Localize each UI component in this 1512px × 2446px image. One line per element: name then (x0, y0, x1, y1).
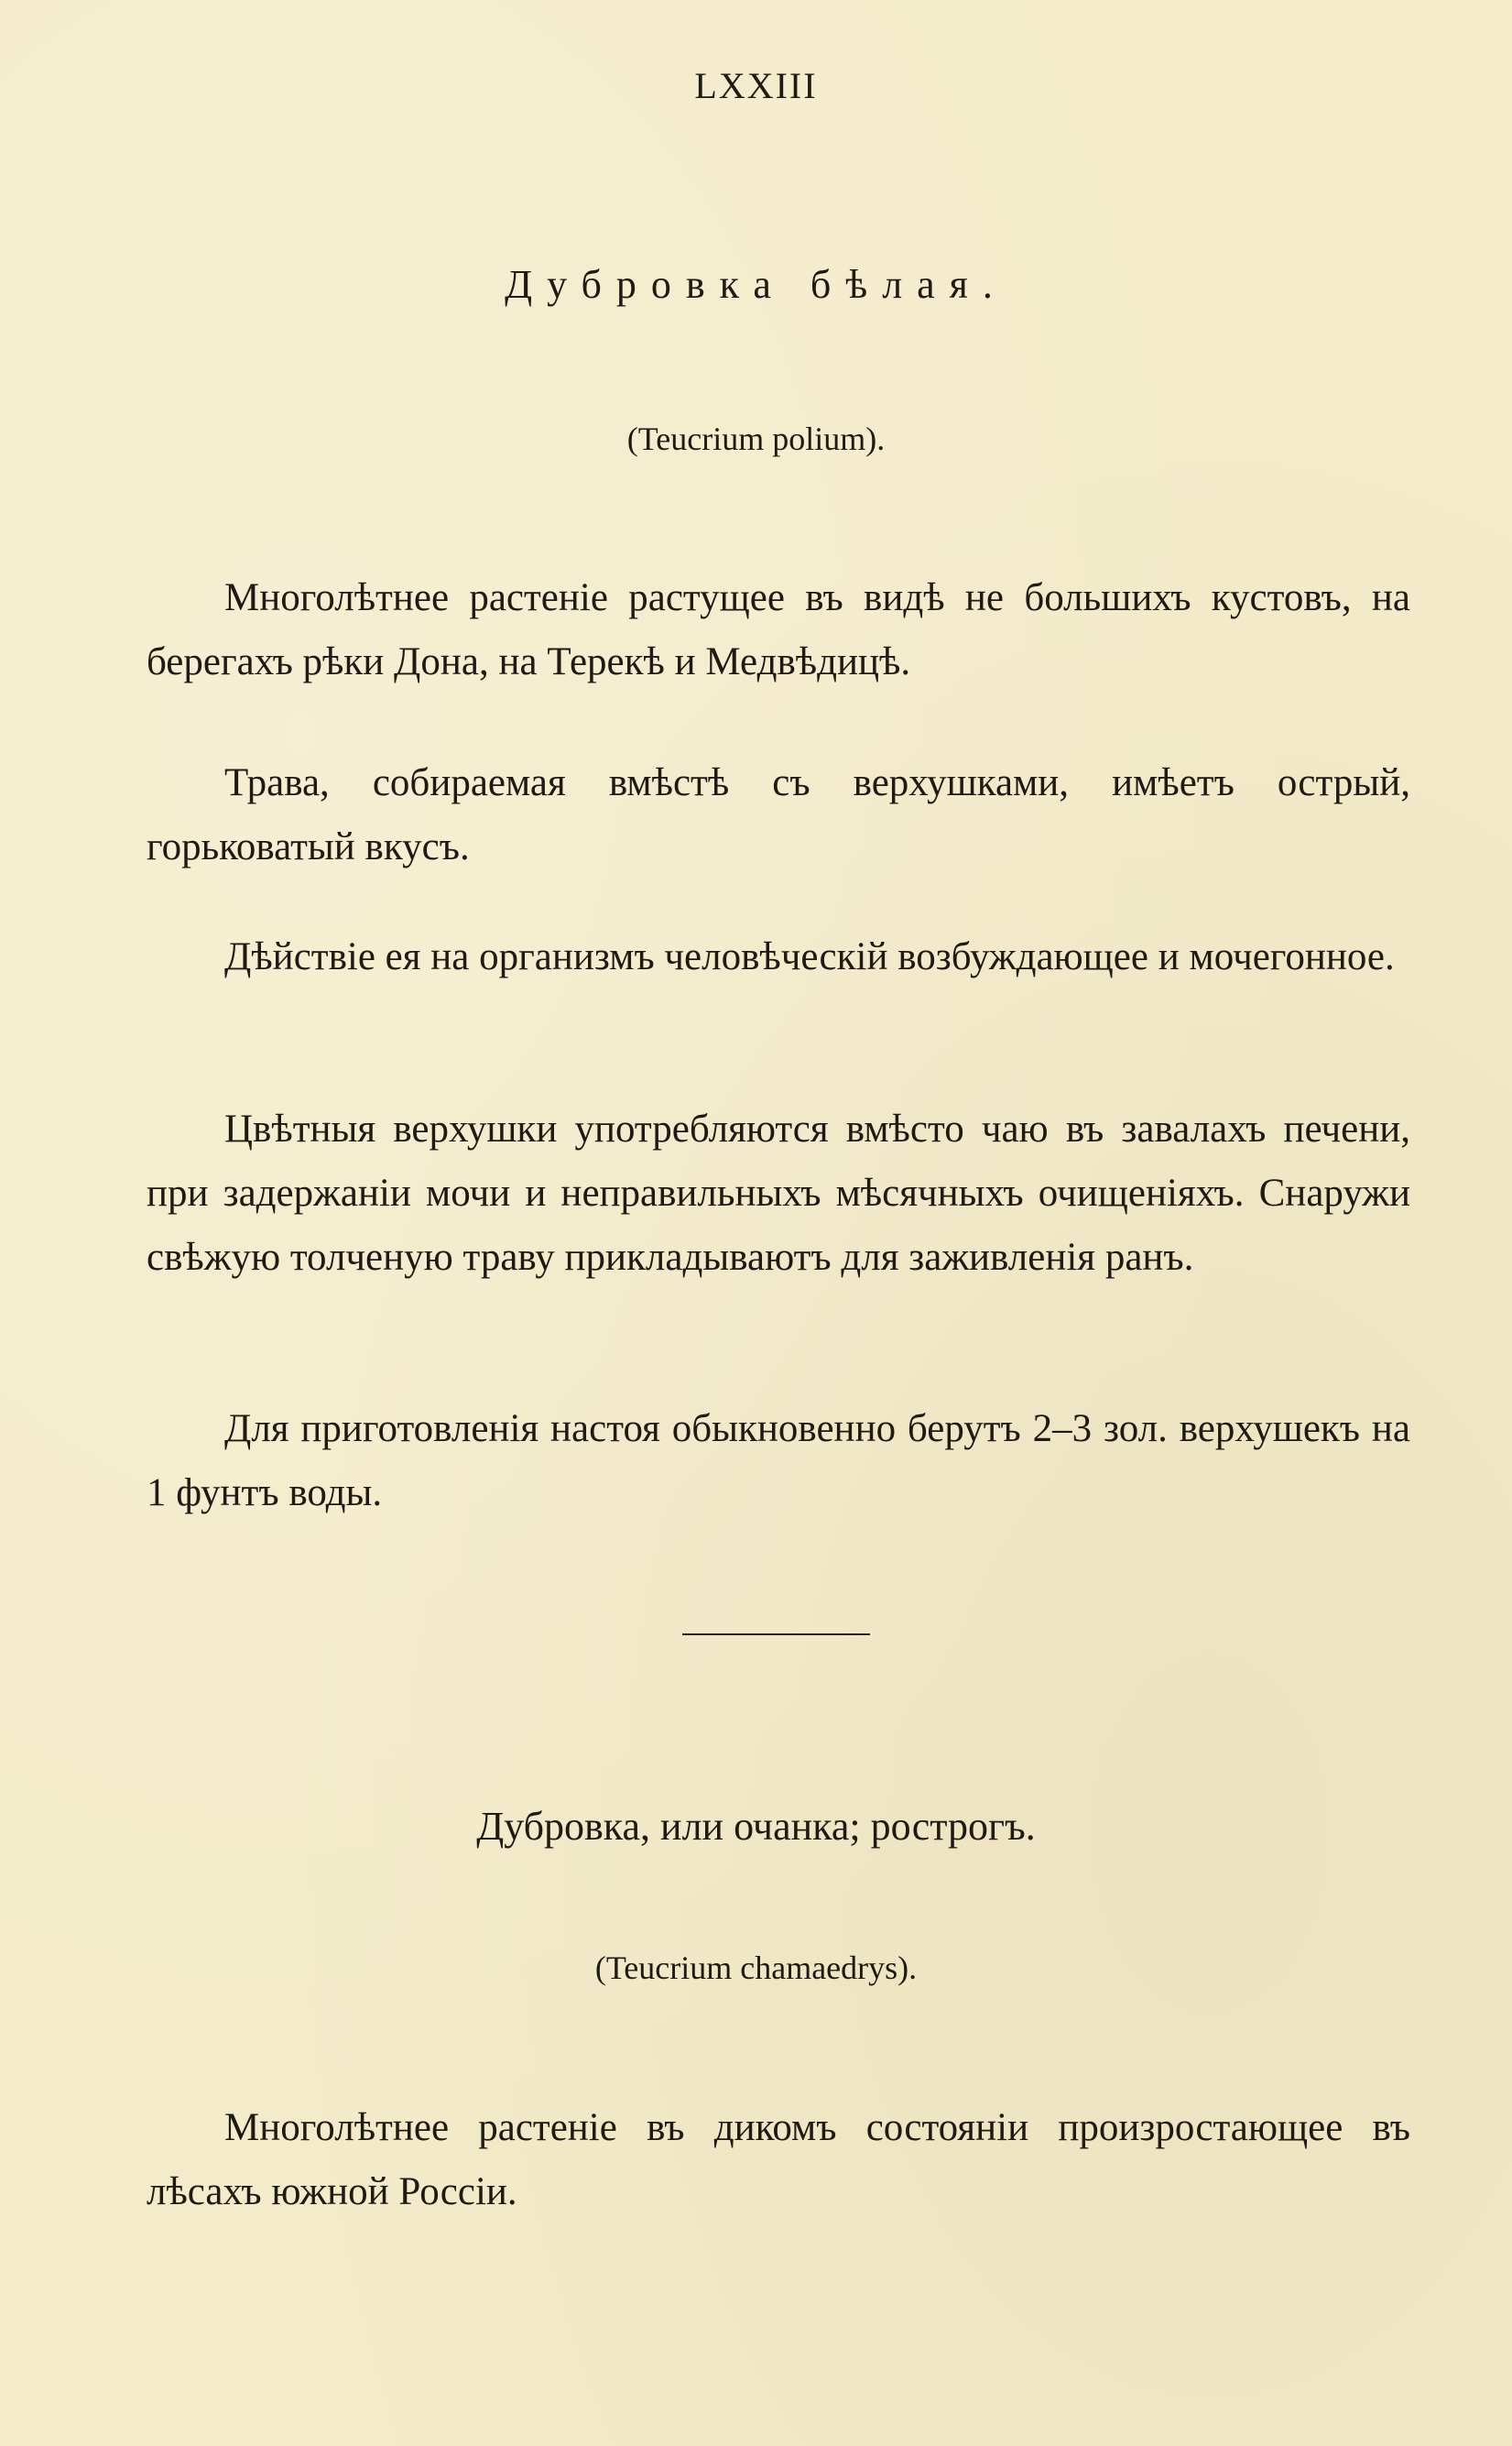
latin-name-teucrium-polium: (Teucrium polium). (626, 420, 886, 457)
paragraph-usage: Цвѣтныя верхушки употребляются вмѣсто чаю въ завалахъ печени, при задержанiи мочи и неправильныхъ мѣсячныхъ очищенiяхъ. Снаружи свѣжую толченую траву прикладываютъ для заживленiя ранъ. (147, 1108, 1410, 1279)
paragraph-description: Многолѣтнее растенiе растущее въ видѣ не большихъ кустовъ, на берегахъ рѣки Дона, на Терекѣ и Медвѣдицѣ. (147, 576, 1410, 683)
latin-name-teucrium-chamaedrys: (Teucrium chamaedrys). (594, 1949, 918, 1986)
page-number: LXXIII (694, 65, 818, 106)
section-divider (682, 1633, 870, 1635)
paragraph-dosage: Для приготовленiя настоя обыкновенно берутъ 2–3 зол. верхушекъ на 1 фунтъ воды. (147, 1407, 1410, 1514)
paragraph-chamaedrys-description: Многолѣтнее растенiе въ дикомъ состоянiи произростающее въ лѣсахъ южной Россiи. (147, 2106, 1410, 2213)
paragraph-taste: Трава, собираемая вмѣстѣ съ верхушками, имѣетъ острый, горьковатый вкусъ. (147, 761, 1410, 868)
section-title-teucrium-polium: Дубровка бѣлая. (505, 262, 1007, 307)
section-title-teucrium-chamaedrys: Дубровка, или очанка; рострогъ. (476, 1804, 1036, 1849)
paragraph-action: Дѣйствiе ея на организмъ человѣческiй возбуждающее и мочегонное. (224, 935, 1395, 978)
